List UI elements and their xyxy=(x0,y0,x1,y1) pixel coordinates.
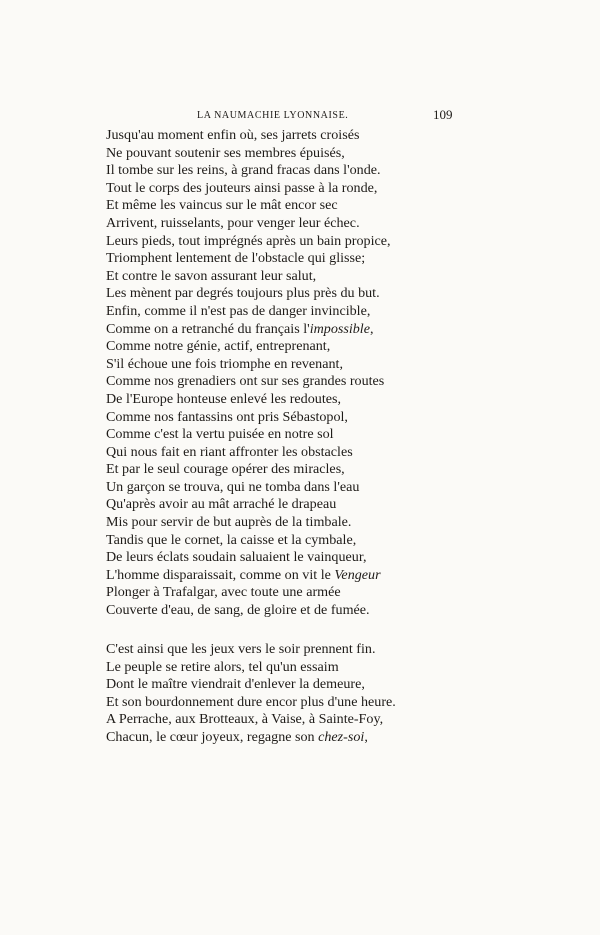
verse-text: Et par le seul courage opérer des miracles, xyxy=(106,461,345,478)
page-number: 109 xyxy=(433,107,453,122)
verse-italic-text: Vengeur xyxy=(334,566,381,583)
verse-line xyxy=(106,444,391,462)
verse-line xyxy=(106,729,396,747)
verse-line xyxy=(106,145,391,163)
verse-text: Ne pouvant soutenir ses membres épuisés, xyxy=(106,144,345,161)
verse-text: C'est ainsi que les jeux vers le soir prennent fin. xyxy=(106,641,376,657)
verse-text: Chacun, le cœur joyeux, regagne son xyxy=(106,728,319,745)
verse-line xyxy=(106,514,391,532)
verse-text: Plonger à Trafalgar, avec toute une armée xyxy=(106,584,341,601)
verse-line xyxy=(106,676,396,694)
verse-text: Le peuple se retire alors, tel qu'un essaim xyxy=(106,658,339,675)
verse-text: L'homme disparaissait, comme on vit le xyxy=(106,566,335,583)
verse-text: Comme on a retranché du français l' xyxy=(106,320,310,337)
verse-text: Jusqu'au moment enfin où, ses jarrets croisés xyxy=(106,127,360,143)
verse-line xyxy=(106,549,391,567)
verse-line xyxy=(106,496,391,514)
verse-text: Comme nos fantassins ont pris Sébastopol, xyxy=(106,408,348,425)
verse-line xyxy=(106,373,391,391)
verse-text: Il tombe sur les reins, à grand fracas dans l'onde. xyxy=(106,162,381,179)
verse-line xyxy=(106,127,391,145)
verse-text: De leurs éclats soudain saluaient le vainqueur, xyxy=(106,549,367,566)
verse-text: , xyxy=(364,728,368,745)
verse-line xyxy=(106,479,391,497)
verse-text: Arrivent, ruisselants, pour venger leur échec. xyxy=(106,214,360,231)
verse-line xyxy=(106,215,391,233)
stanza-2 xyxy=(106,641,396,747)
verse-line xyxy=(106,321,391,339)
verse-line xyxy=(106,162,391,180)
verse-line xyxy=(106,268,391,286)
verse-line xyxy=(106,461,391,479)
stanza-1 xyxy=(106,127,391,620)
verse-line xyxy=(106,694,396,712)
verse-line xyxy=(106,250,391,268)
verse-line xyxy=(106,285,391,303)
verse-line xyxy=(106,356,391,374)
verse-text: Les mènent par degrés toujours plus près du but. xyxy=(106,285,380,302)
verse-text: Tandis que le cornet, la caisse et la cymbale, xyxy=(106,531,357,548)
verse-line xyxy=(106,584,391,602)
running-title: LA NAUMACHIE LYONNAISE. xyxy=(197,110,349,121)
verse-line xyxy=(106,567,391,585)
running-head xyxy=(0,107,600,126)
verse-text: Enfin, comme il n'est pas de danger invincible, xyxy=(106,302,371,319)
verse-text: Dont le maître viendrait d'enlever la demeure, xyxy=(106,676,365,693)
verse-text: Comme notre génie, actif, entreprenant, xyxy=(106,338,331,355)
verse-text: S'il échoue une fois triomphe en revenant, xyxy=(106,355,343,372)
verse-text: Et même les vaincus sur le mât encor sec xyxy=(106,197,338,214)
verse-text: , xyxy=(369,320,374,337)
verse-text: Et contre le savon assurant leur salut, xyxy=(106,267,317,284)
verse-line xyxy=(106,197,391,215)
verse-text: De l'Europe honteuse enlevé les redoutes, xyxy=(106,390,342,407)
verse-line xyxy=(106,602,391,620)
verse-line xyxy=(106,303,391,321)
verse-italic-text: impossible xyxy=(309,320,370,337)
verse-text: Couverte d'eau, de sang, de gloire et de fumée. xyxy=(106,602,370,619)
verse-line xyxy=(106,641,396,659)
verse-italic-text: chez-soi xyxy=(318,728,365,745)
verse-line xyxy=(106,338,391,356)
verse-text: Leurs pieds, tout imprégnés après un bain propice, xyxy=(106,232,391,249)
verse-text: Et son bourdonnement dure encor plus d'une heure. xyxy=(106,693,396,710)
verse-text: Un garçon se trouva, qui ne tomba dans l'eau xyxy=(106,478,360,495)
verse-text: Qu'après avoir au mât arraché le drapeau xyxy=(106,496,337,513)
verse-line xyxy=(106,391,391,409)
verse-line xyxy=(106,532,391,550)
verse-text: Triomphent lentement de l'obstacle qui glisse; xyxy=(106,250,366,267)
verse-line xyxy=(106,711,396,729)
verse-text: Mis pour servir de but auprès de la timbale. xyxy=(106,514,352,531)
verse-text: Tout le corps des jouteurs ainsi passe à la ronde, xyxy=(106,179,378,196)
verse-line xyxy=(106,180,391,198)
verse-line xyxy=(106,426,391,444)
verse-text: Comme nos grenadiers ont sur ses grandes routes xyxy=(106,373,385,390)
verse-line xyxy=(106,659,396,677)
verse-text: Qui nous fait en riant affronter les obstacles xyxy=(106,443,353,460)
verse-text: Comme c'est la vertu puisée en notre sol xyxy=(106,426,334,443)
verse-line xyxy=(106,409,391,427)
verse-line xyxy=(106,233,391,251)
verse-text: A Perrache, aux Brotteaux, à Vaise, à Sainte-Foy, xyxy=(106,711,384,728)
